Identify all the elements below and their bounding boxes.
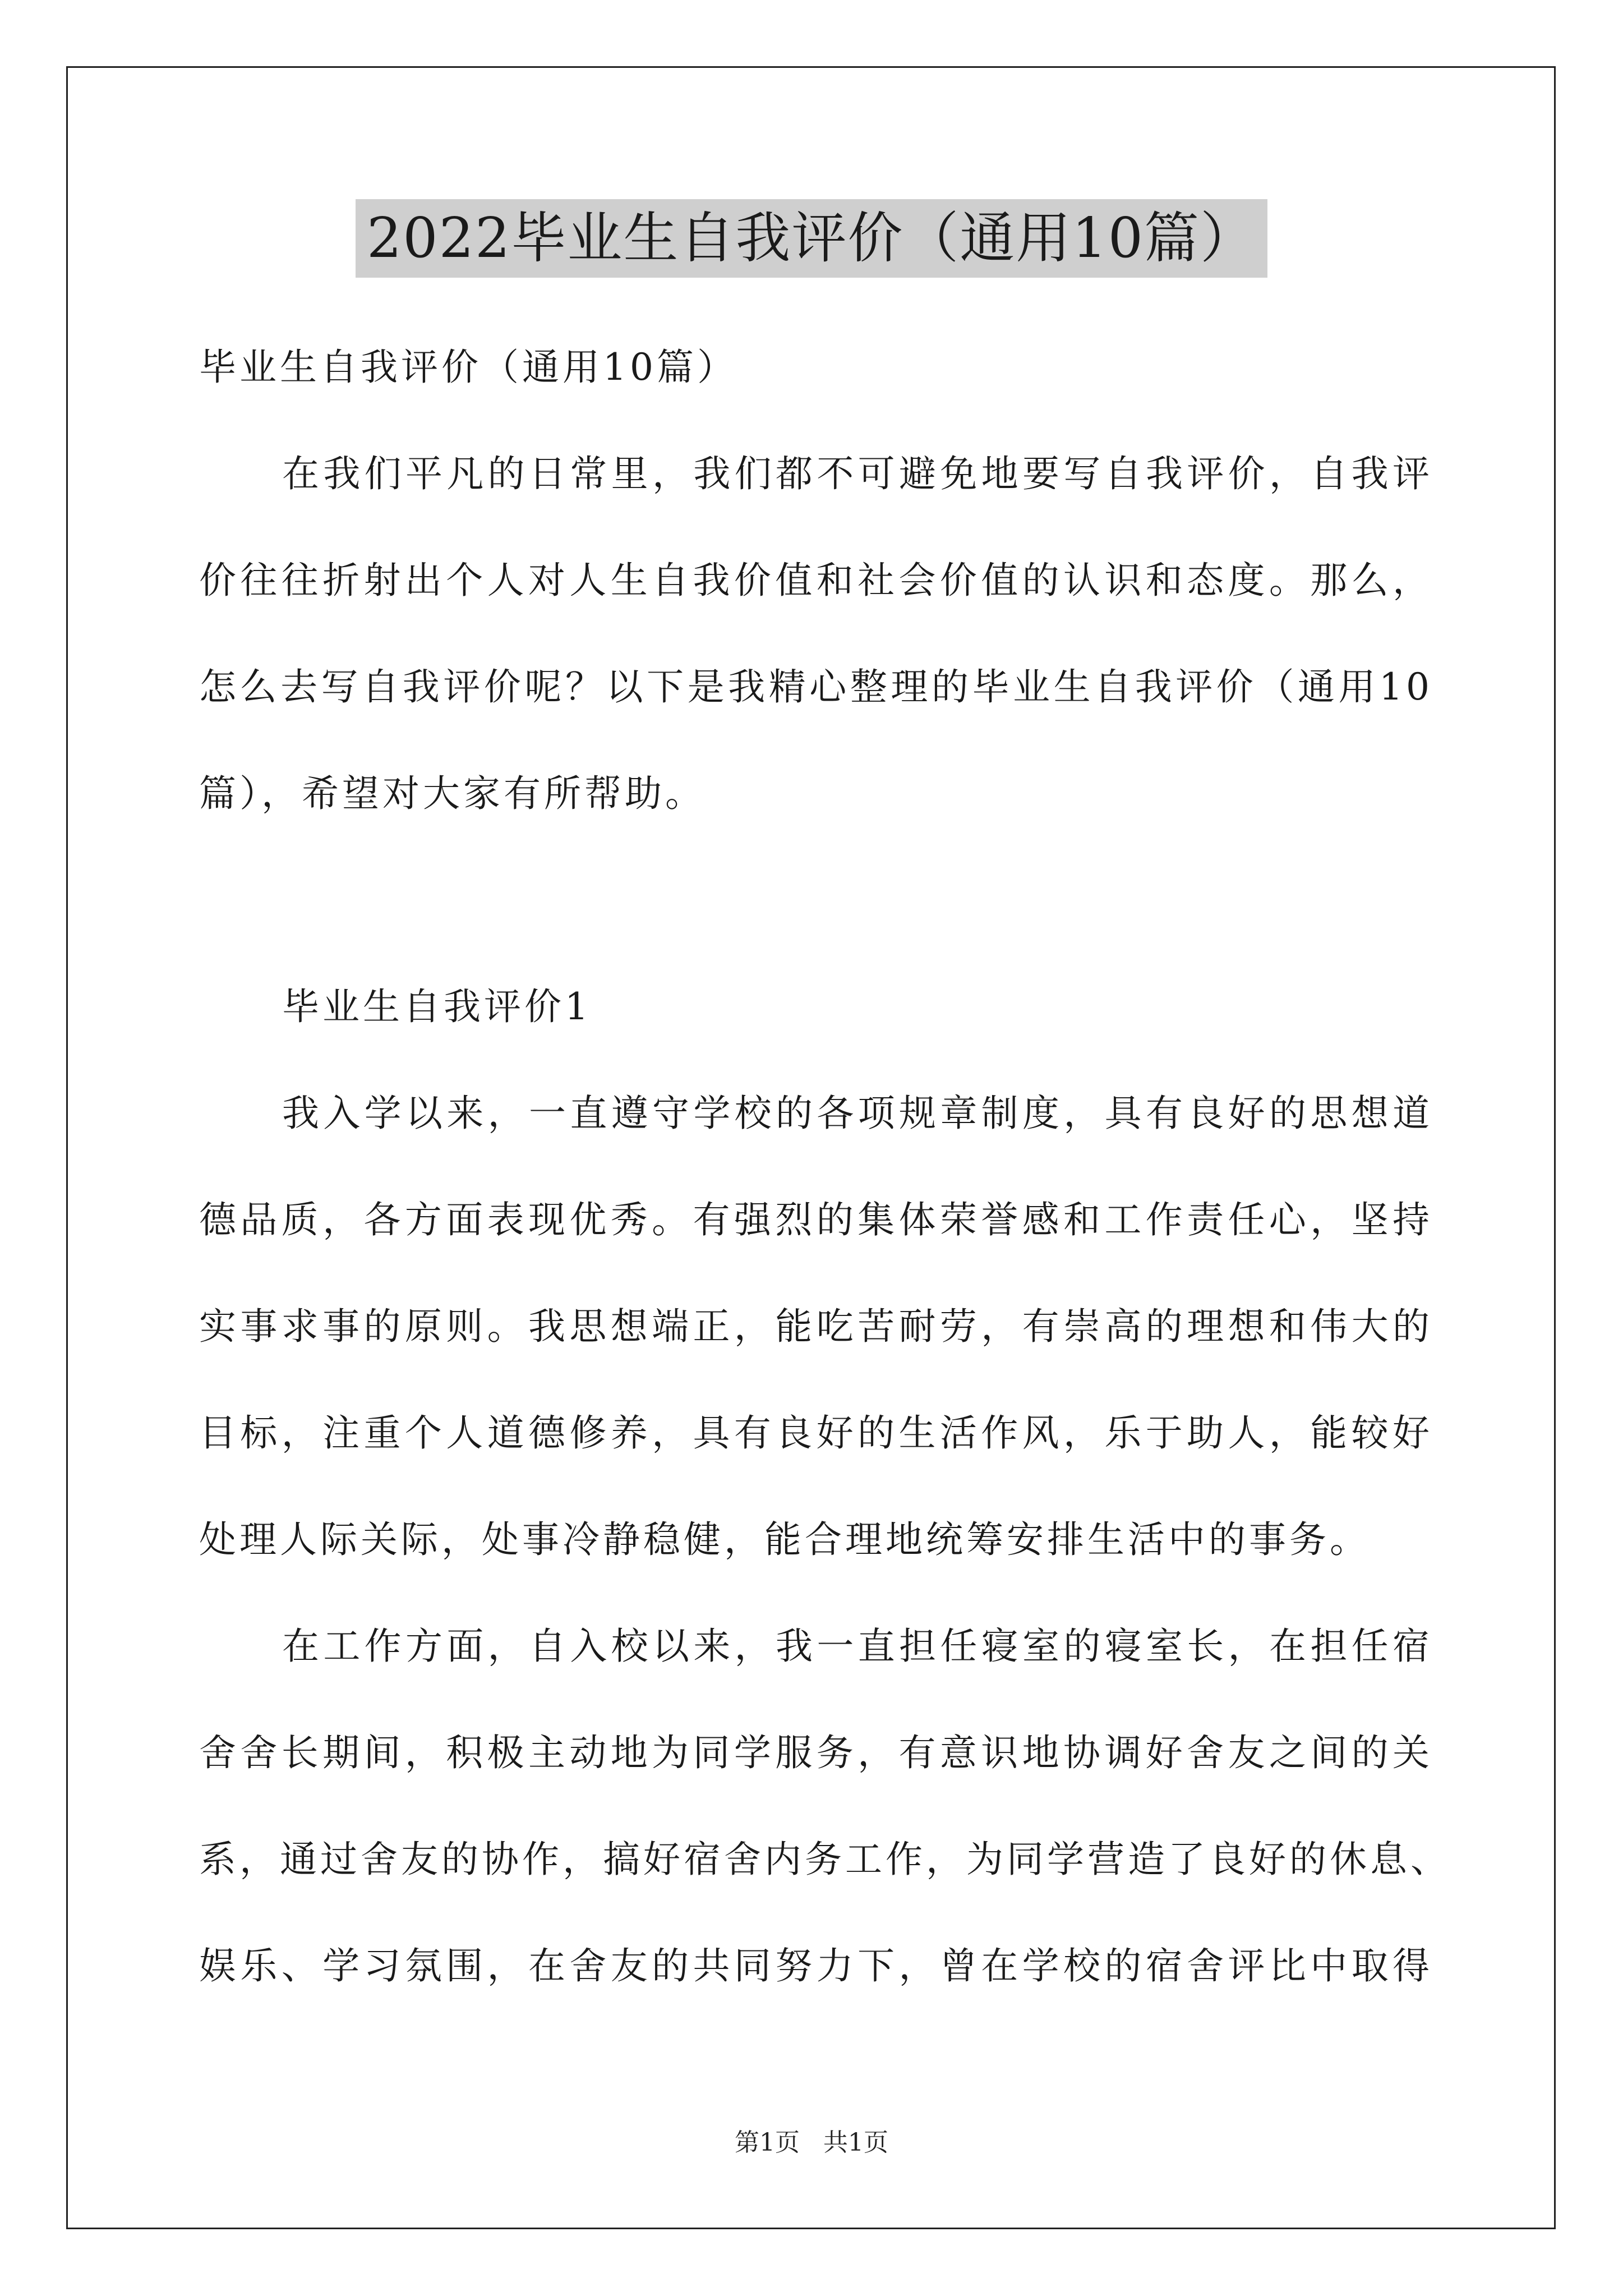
- paragraph-line: 我入学以来，一直遵守学校的各项规章制度，具有良好的思想道: [282, 1092, 1433, 1135]
- page-number: 第1页 共1页: [735, 2128, 888, 2157]
- paragraph-line: 舍舍长期间，积极主动地为同学服务，有意识地协调好舍友之间的关: [199, 1731, 1433, 1774]
- paragraph-line: 实事求事的原则。我思想端正，能吃苦耐劳，有崇高的理想和伟大的: [199, 1305, 1433, 1348]
- intro-line: 价往往折射出个人对人生自我价值和社会价值的认识和态度。那么，: [199, 559, 1433, 602]
- section-heading: 毕业生自我评价1: [282, 985, 592, 1028]
- intro-line: 在我们平凡的日常里，我们都不可避免地要写自我评价，自我评: [282, 452, 1433, 495]
- paragraph-line: 德品质，各方面表现优秀。有强烈的集体荣誉感和工作责任心，坚持: [199, 1198, 1433, 1241]
- page-footer: [0, 2126, 1623, 2160]
- intro-line: 怎么去写自我评价呢？以下是我精心整理的毕业生自我评价（通用10: [199, 665, 1433, 708]
- document-body: [199, 314, 1451, 2019]
- paragraph-line: 目标，注重个人道德修养，具有良好的生活作风，乐于助人，能较好: [199, 1411, 1433, 1455]
- blank-line: [199, 847, 1433, 954]
- title-container: [0, 199, 1623, 278]
- paragraph-line: 娱乐、学习氛围，在舍友的共同努力下，曾在学校的宿舍评比中取得: [199, 1944, 1433, 1987]
- paragraph-line: 处理人际关际，处事冷静稳健，能合理地统筹安排生活中的事务。: [199, 1518, 1370, 1561]
- document-subtitle: 毕业生自我评价（通用10篇）: [199, 346, 737, 389]
- paragraph-line: 系，通过舍友的协作，搞好宿舍内务工作，为同学营造了良好的休息、: [199, 1838, 1451, 1881]
- intro-line: 篇），希望对大家有所帮助。: [199, 772, 706, 815]
- paragraph-line: 在工作方面，自入校以来，我一直担任寝室的寝室长，在担任宿: [282, 1625, 1433, 1668]
- document-title: 2022毕业生自我评价（通用10篇）: [356, 199, 1267, 278]
